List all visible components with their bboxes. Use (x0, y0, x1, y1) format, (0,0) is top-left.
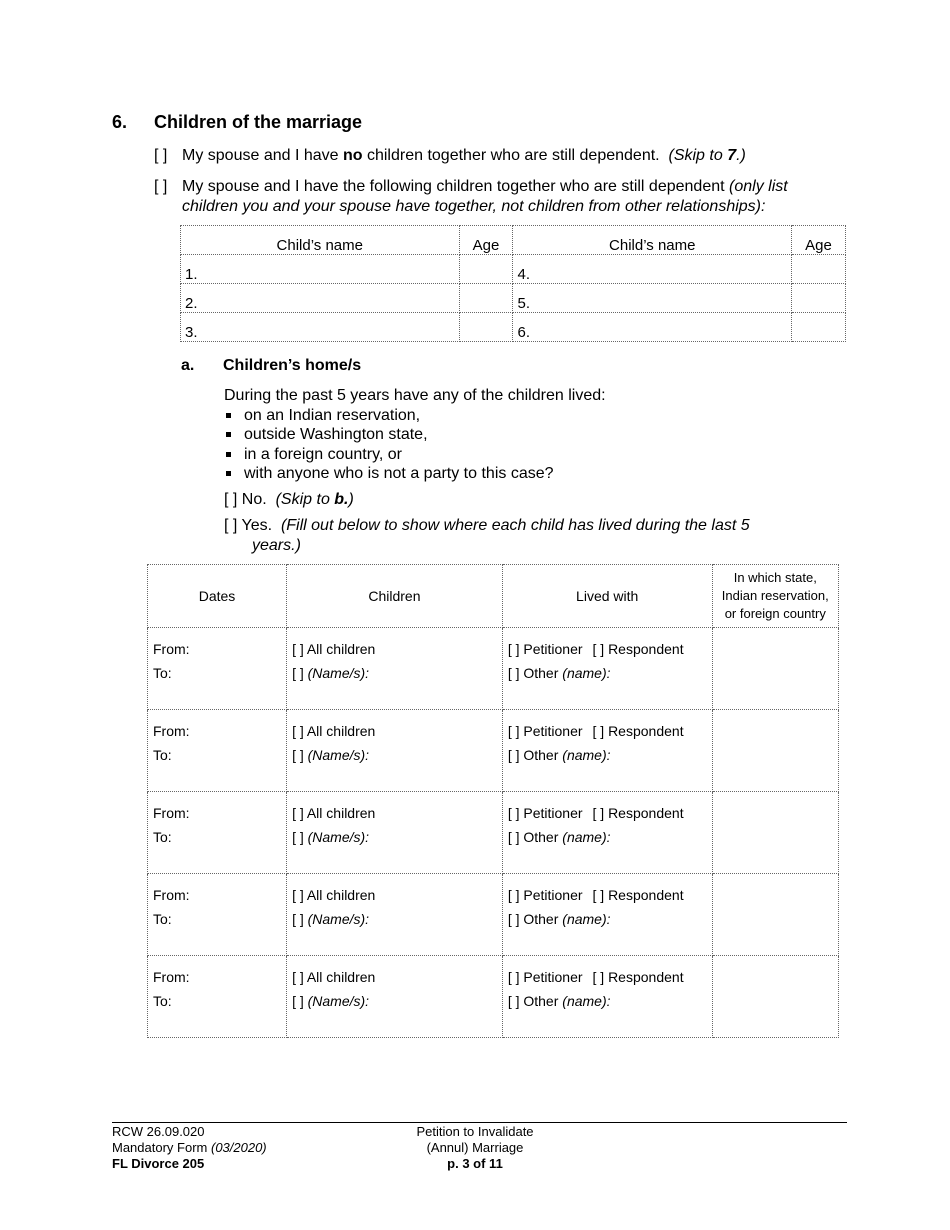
homes-question (224, 386, 606, 484)
table-row (181, 255, 846, 284)
dates-cell[interactable] (148, 792, 287, 874)
location-cell[interactable] (712, 710, 838, 792)
respondent-checkbox[interactable]: [ ] Respondent (592, 887, 684, 903)
subsection-heading (181, 357, 361, 375)
to-label: To: (153, 665, 172, 681)
option-no-children: [ ] My spouse and I have no children together who are still dependent. (Skip to 7.) (154, 147, 746, 164)
names-checkbox[interactable]: [ ] (Name/s): (292, 747, 370, 763)
lived-with-cell (502, 956, 712, 1038)
respondent-checkbox[interactable]: [ ] Respondent (592, 641, 684, 657)
all-children-checkbox[interactable]: [ ] All children (292, 641, 376, 657)
table-row (148, 628, 839, 710)
col-child-name: Child’s name (513, 226, 792, 255)
table-row (148, 710, 839, 792)
section-number: 6. (112, 112, 128, 132)
option-have-children: [ ] My spouse and I have the following children together who are still dependent (only list children you and your spouse have together, not children from other relationships): (154, 178, 788, 215)
petitioner-checkbox[interactable]: [ ] Petitioner (507, 723, 583, 739)
dates-cell[interactable] (148, 710, 287, 792)
names-checkbox[interactable]: [ ] (Name/s): (292, 665, 370, 681)
footer-divider (112, 1122, 847, 1123)
to-label: To: (153, 747, 172, 763)
table-row (181, 284, 846, 313)
col-location: In which state, Indian reservation, or foreign country (712, 565, 838, 628)
location-cell[interactable] (712, 628, 838, 710)
from-label: From: (153, 805, 190, 821)
all-children-checkbox[interactable]: [ ] All children (292, 969, 376, 985)
footer-center (375, 1124, 575, 1172)
table-row (148, 956, 839, 1038)
footer-page-number: p. 3 of 11 (447, 1156, 503, 1171)
checkbox-have-children[interactable]: [ ] (154, 178, 168, 195)
lived-with-cell (502, 710, 712, 792)
other-checkbox[interactable]: [ ] Other (name): (507, 829, 611, 845)
col-lived-with: Lived with (502, 565, 712, 628)
lived-with-cell (502, 792, 712, 874)
table-row (148, 792, 839, 874)
children-cell (287, 956, 503, 1038)
child-age-cell[interactable] (792, 313, 846, 342)
from-label: From: (153, 887, 190, 903)
footer-left (112, 1124, 267, 1172)
names-checkbox[interactable]: [ ] (Name/s): (292, 993, 370, 1009)
children-cell (287, 792, 503, 874)
location-cell[interactable] (712, 874, 838, 956)
child-name-cell[interactable]: 5. (513, 284, 792, 313)
all-children-checkbox[interactable]: [ ] All children (292, 805, 376, 821)
dates-cell[interactable] (148, 628, 287, 710)
section-title: Children of the marriage (154, 112, 363, 132)
option-homes-no: [ ] No. (Skip to b.) (224, 491, 354, 508)
children-cell (287, 874, 503, 956)
from-label: From: (153, 969, 190, 985)
child-age-cell[interactable] (459, 313, 513, 342)
footer-doc-title: Petition to Invalidate (416, 1124, 534, 1139)
footer-form-id: FL Divorce 205 (112, 1156, 205, 1171)
child-age-cell[interactable] (792, 284, 846, 313)
respondent-checkbox[interactable]: [ ] Respondent (592, 805, 684, 821)
other-checkbox[interactable]: [ ] Other (name): (507, 993, 611, 1009)
option-homes-yes: [ ] Yes. (Fill out below to show where each child has lived during the last 5 years.) (224, 517, 750, 554)
lived-with-cell (502, 874, 712, 956)
col-children: Children (287, 565, 503, 628)
petitioner-checkbox[interactable]: [ ] Petitioner (507, 887, 583, 903)
checkbox-homes-yes[interactable]: [ ] (224, 517, 238, 534)
subsection-title: Children’s home/s (223, 357, 362, 374)
children-cell (287, 628, 503, 710)
col-age: Age (792, 226, 846, 255)
from-label: From: (153, 723, 190, 739)
location-cell[interactable] (712, 956, 838, 1038)
table-row (148, 874, 839, 956)
from-label: From: (153, 641, 190, 657)
child-name-cell[interactable]: 2. (181, 284, 460, 313)
child-age-cell[interactable] (459, 284, 513, 313)
list-item: in a foreign country, or (224, 445, 606, 465)
children-cell (287, 710, 503, 792)
all-children-checkbox[interactable]: [ ] All children (292, 723, 376, 739)
petitioner-checkbox[interactable]: [ ] Petitioner (507, 969, 583, 985)
children-table (180, 225, 846, 342)
respondent-checkbox[interactable]: [ ] Respondent (592, 723, 684, 739)
child-age-cell[interactable] (459, 255, 513, 284)
names-checkbox[interactable]: [ ] (Name/s): (292, 829, 370, 845)
child-name-cell[interactable]: 1. (181, 255, 460, 284)
checkbox-no-children[interactable]: [ ] (154, 147, 168, 164)
list-item: on an Indian reservation, (224, 406, 606, 426)
footer-rcw: RCW 26.09.020 (112, 1124, 205, 1139)
list-item: outside Washington state, (224, 425, 606, 445)
homes-intro: During the past 5 years have any of the children lived: (224, 387, 606, 404)
list-item: with anyone who is not a party to this case? (224, 464, 606, 484)
names-checkbox[interactable]: [ ] (Name/s): (292, 911, 370, 927)
homes-table (147, 564, 839, 1038)
other-checkbox[interactable]: [ ] Other (name): (507, 747, 611, 763)
section-heading (112, 112, 362, 133)
lived-with-cell (502, 628, 712, 710)
to-label: To: (153, 829, 172, 845)
location-cell[interactable] (712, 792, 838, 874)
to-label: To: (153, 993, 172, 1009)
other-checkbox[interactable]: [ ] Other (name): (507, 665, 611, 681)
footer-doc-subtitle: (Annul) Marriage (426, 1140, 524, 1155)
table-row (181, 313, 846, 342)
other-checkbox[interactable]: [ ] Other (name): (507, 911, 611, 927)
footer-mandatory-form: Mandatory Form (03/2020) (112, 1140, 267, 1155)
respondent-checkbox[interactable]: [ ] Respondent (592, 969, 684, 985)
col-dates: Dates (148, 565, 287, 628)
child-name-cell[interactable]: 4. (513, 255, 792, 284)
to-label: To: (153, 911, 172, 927)
homes-bullet-list (224, 406, 606, 484)
col-age: Age (459, 226, 513, 255)
all-children-checkbox[interactable]: [ ] All children (292, 887, 376, 903)
petitioner-checkbox[interactable]: [ ] Petitioner (507, 805, 583, 821)
child-age-cell[interactable] (792, 255, 846, 284)
subsection-letter: a. (181, 357, 195, 374)
checkbox-homes-no[interactable]: [ ] (224, 491, 238, 508)
dates-cell[interactable] (148, 956, 287, 1038)
child-name-cell[interactable]: 6. (513, 313, 792, 342)
dates-cell[interactable] (148, 874, 287, 956)
child-name-cell[interactable]: 3. (181, 313, 460, 342)
petitioner-checkbox[interactable]: [ ] Petitioner (507, 641, 583, 657)
col-child-name: Child’s name (181, 226, 460, 255)
